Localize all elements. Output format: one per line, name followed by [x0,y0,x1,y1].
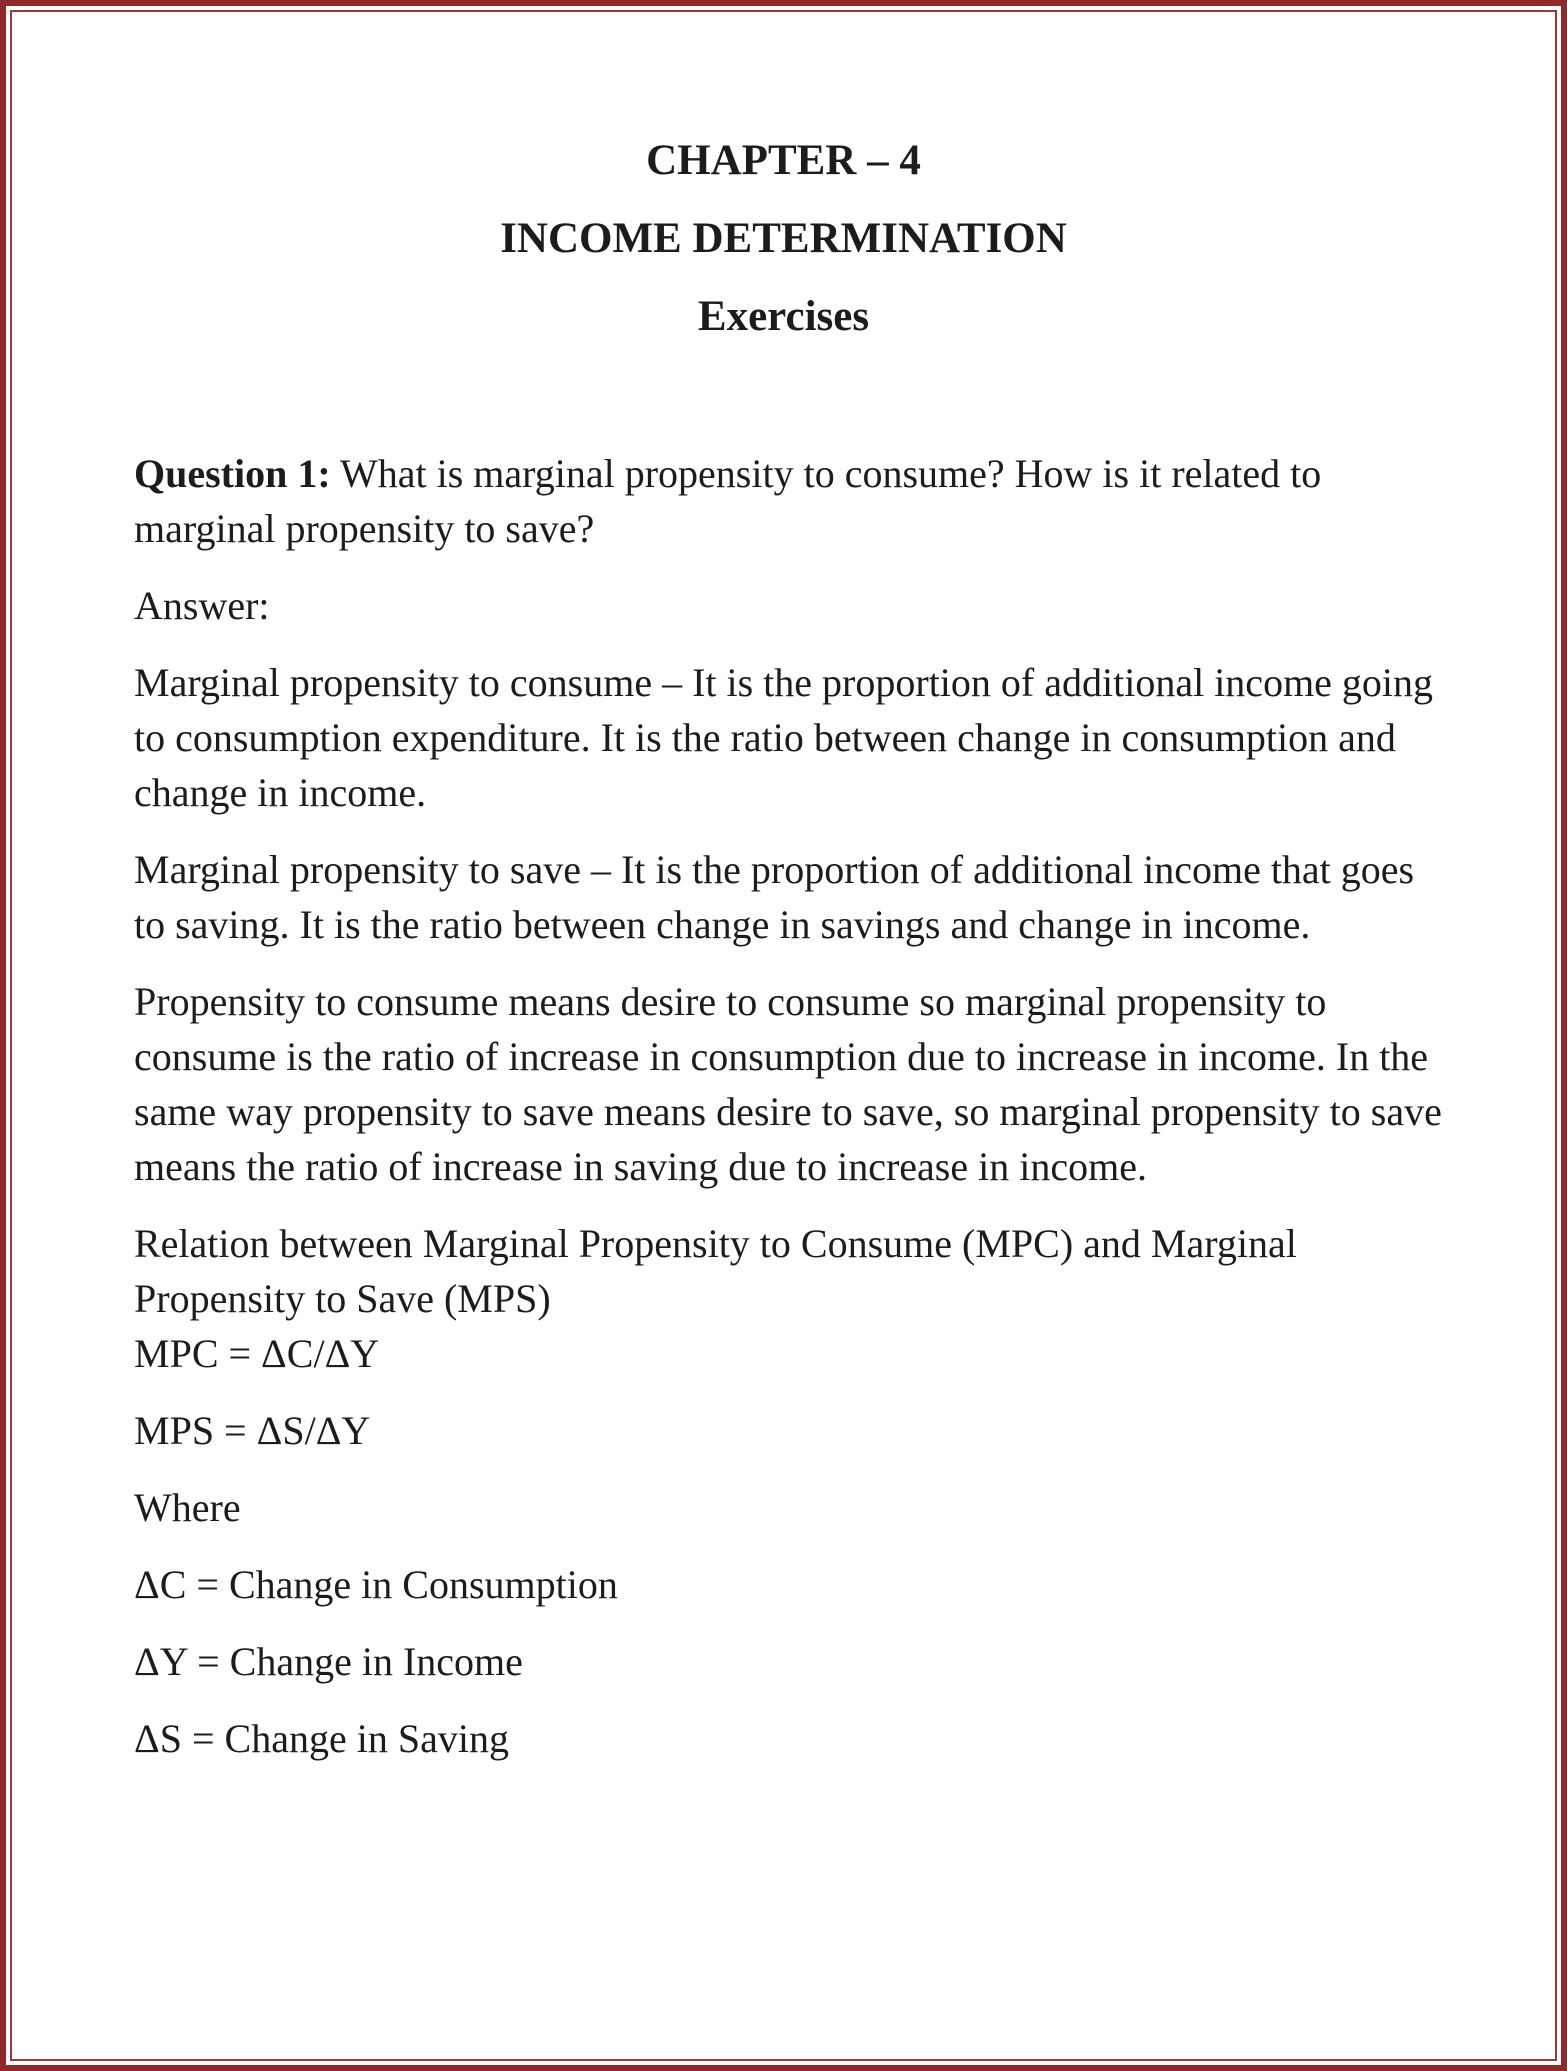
formula-mps: MPS = ΔS/ΔY [134,1408,371,1453]
formula-mpc: MPC = ΔC/ΔY [134,1331,380,1376]
answer-paragraph-relation: Relation between Marginal Propensity to Consume (MPC) and Marginal Propensity to Save (MPS) [134,1221,1297,1321]
answer-paragraph-mpc-definition: Marginal propensity to consume – It is the proportion of additional income going to consumption expenditure. It is the ratio between change in consumption and change in income. [134,660,1434,815]
chapter-title: INCOME DETERMINATION [500,215,1067,262]
page-content [134,446,1444,1788]
question-paragraph [134,446,1444,556]
question-label: Question 1: [134,451,331,496]
definition-delta-y: ΔY = Change in Income [134,1639,523,1684]
chapter-heading: CHAPTER – 4 [646,137,921,184]
answer-paragraph-explanation: Propensity to consume means desire to consume so marginal propensity to consume is the ratio of increase in consumption due to increase in income. In the same way propensity to save means desire to save, so marginal propensity to save means the ratio of increase in saving due to increase in income. [134,979,1442,1189]
definition-delta-s: ΔS = Change in Saving [134,1716,509,1761]
definition-delta-c: ΔC = Change in Consumption [134,1562,618,1607]
answer-label: Answer: [134,583,270,628]
question-text: What is marginal propensity to consume? How is it related to marginal propensity to save? [134,451,1322,551]
where-label: Where [134,1485,241,1530]
section-subtitle: Exercises [697,293,870,340]
answer-paragraph-mps-definition: Marginal propensity to save – It is the proportion of additional income that goes to saving. It is the ratio between change in savings and change in income. [134,847,1415,947]
